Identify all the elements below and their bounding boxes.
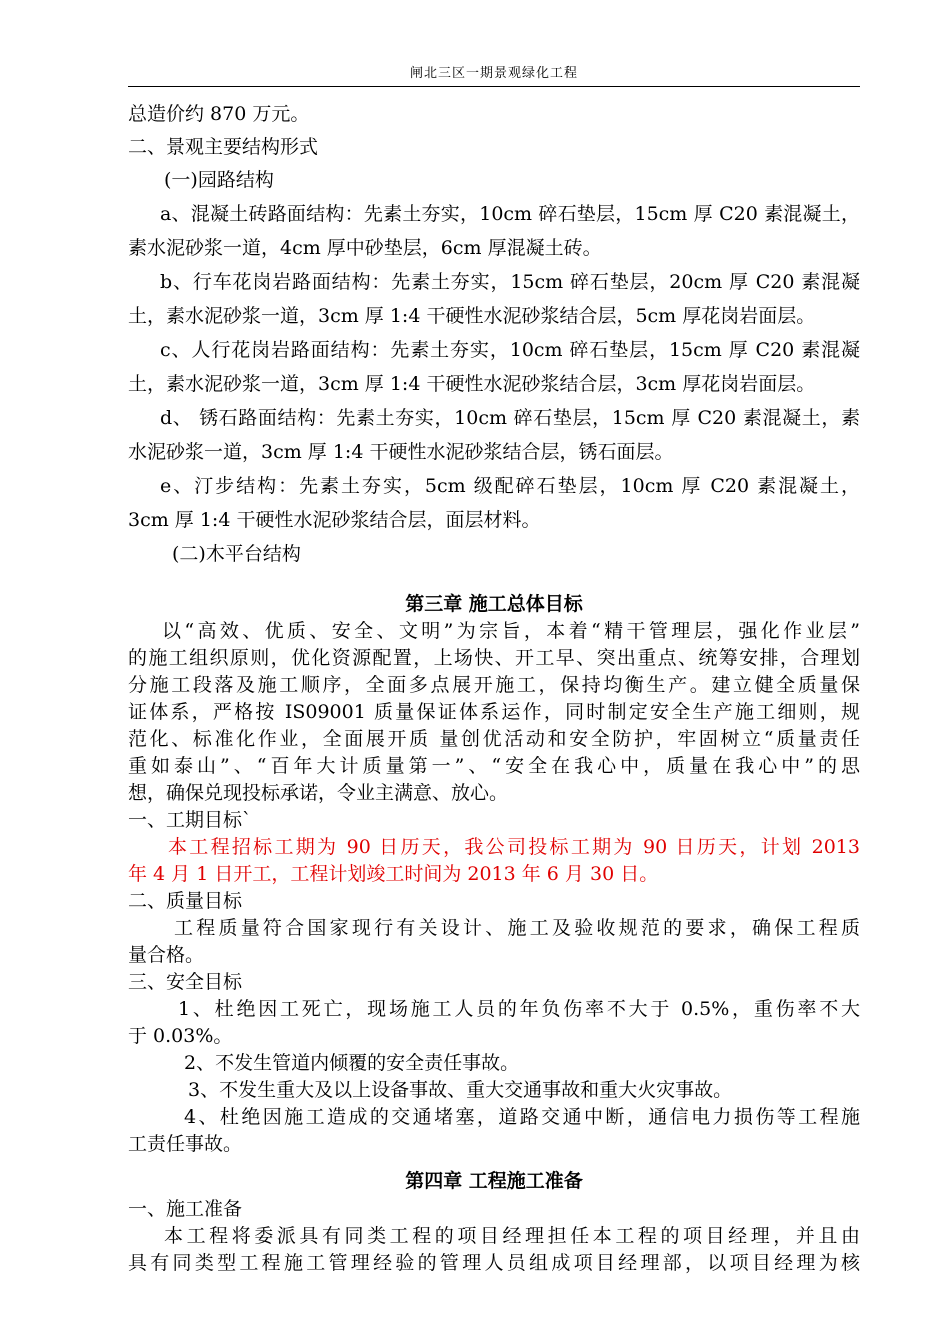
header-title: 闸北三区一期景观绿化工程 (409, 66, 578, 81)
safety-goal-1-line-2: 于 0.03%。 (128, 1025, 233, 1047)
safety-goal-1-line-1: 1、杜绝因工死亡，现场施工人员的年负伤率不大于 0.5%，重伤率不大 (178, 998, 860, 1020)
item-e-line-1: e、汀步结构：先素土夯实，5cm 级配碎石垫层，10cm 厚 C20 素混凝土， (160, 475, 860, 497)
item-d-line-2: 水泥砂浆一道，3cm 厚 1:4 干硬性水泥砂浆结合层，锈石面层。 (128, 441, 674, 463)
chapter3-intro-line-7: 想，确保兑现投标承诺，令业主满意、放心。 (128, 782, 509, 804)
total-cost-line: 总造价约 870 万元。 (128, 103, 310, 125)
safety-goal-heading: 三、安全目标 (128, 971, 243, 993)
section-heading-landscape-structure: 二、景观主要结构形式 (128, 136, 319, 158)
chapter3-intro-line-1: 以“高效、优质、安全、文明”为宗旨，本着“精干管理层，强化作业层” (162, 620, 860, 642)
safety-goal-3: 3、不发生重大及以上设备事故、重大交通事故和重大火灾事故。 (188, 1079, 733, 1101)
document-body (128, 98, 860, 1277)
prep-text-line-1: 本工程将委派具有同类工程的项目经理担任本工程的项目经理，并且由 (164, 1225, 860, 1247)
safety-goal-2: 2、不发生管道内倾覆的安全责任事故。 (184, 1052, 520, 1074)
item-b-line-1: b、行车花岗岩路面结构：先素土夯实，15cm 碎石垫层，20cm 厚 C20 素混凝 (160, 271, 860, 293)
chapter3-intro-line-3: 分施工段落及施工顺序，全面多点展开施工，保持均衡生产。建立健全质量保 (128, 674, 860, 696)
item-c-line-2: 土，素水泥砂浆一道，3cm 厚 1:4 干硬性水泥砂浆结合层，3cm 厚花岗岩面层。 (128, 373, 816, 395)
quality-goal-line-2: 量合格。 (128, 944, 205, 966)
chapter3-intro-line-5: 范化、标准化作业，全面展开质 量创优活动和安全防护，牢固树立“质量责任 (128, 728, 860, 750)
item-a-line-2: 素水泥砂浆一道，4cm 厚中砂垫层，6cm 厚混凝土砖。 (128, 237, 602, 259)
prep-text-line-2: 具有同类型工程施工管理经验的管理人员组成项目经理部，以项目经理为核 (128, 1252, 860, 1274)
item-d-line-1: d、 锈石路面结构：先素土夯实，10cm 碎石垫层，15cm 厚 C20 素混凝土，素 (160, 407, 860, 429)
quality-goal-line-1: 工程质量符合国家现行有关设计、施工及验收规范的要求，确保工程质 (174, 917, 860, 939)
quality-goal-heading: 二、质量目标 (128, 890, 243, 912)
page-header (128, 62, 860, 87)
schedule-goal-line-1: 本工程招标工期为 90 日历天，我公司投标工期为 90 日历天，计划 2013 (168, 836, 860, 858)
prep-heading: 一、施工准备 (128, 1198, 243, 1220)
chapter3-title: 第三章 施工总体目标 (405, 593, 583, 615)
item-c-line-1: c、人行花岗岩路面结构：先素土夯实，10cm 碎石垫层，15cm 厚 C20 素混凝 (160, 339, 860, 361)
chapter3-intro-line-4: 证体系，严格按 IS09001 质量保证体系运作，同时制定安全生产施工细则，规 (128, 701, 860, 723)
chapter4-title: 第四章 工程施工准备 (405, 1170, 583, 1192)
schedule-goal-heading: 一、工期目标` (128, 809, 252, 831)
item-e-line-2: 3cm 厚 1:4 干硬性水泥砂浆结合层，面层材料。 (128, 509, 541, 531)
safety-goal-4-line-2: 工责任事故。 (128, 1133, 243, 1155)
subsection-heading-wood-platform: (二)木平台结构 (172, 543, 301, 565)
safety-goal-4-line-1: 4、杜绝因施工造成的交通堵塞，道路交通中断，通信电力损伤等工程施 (184, 1106, 860, 1128)
item-a-line-1: a、混凝土砖路面结构：先素土夯实，10cm 碎石垫层，15cm 厚 C20 素混凝土， (160, 203, 860, 225)
subsection-heading-road-structure: (一)园路结构 (164, 169, 274, 191)
item-b-line-2: 土，素水泥砂浆一道，3cm 厚 1:4 干硬性水泥砂浆结合层，5cm 厚花岗岩面层。 (128, 305, 816, 327)
schedule-goal-line-2: 年 4 月 1 日开工，工程计划竣工时间为 2013 年 6 月 30 日。 (128, 863, 659, 885)
chapter3-intro-line-2: 的施工组织原则，优化资源配置，上场快、开工早、突出重点、统筹安排，合理划 (128, 647, 860, 669)
chapter3-intro-line-6: 重如泰山”、“百年大计质量第一”、“安全在我心中，质量在我心中”的思 (128, 755, 860, 777)
